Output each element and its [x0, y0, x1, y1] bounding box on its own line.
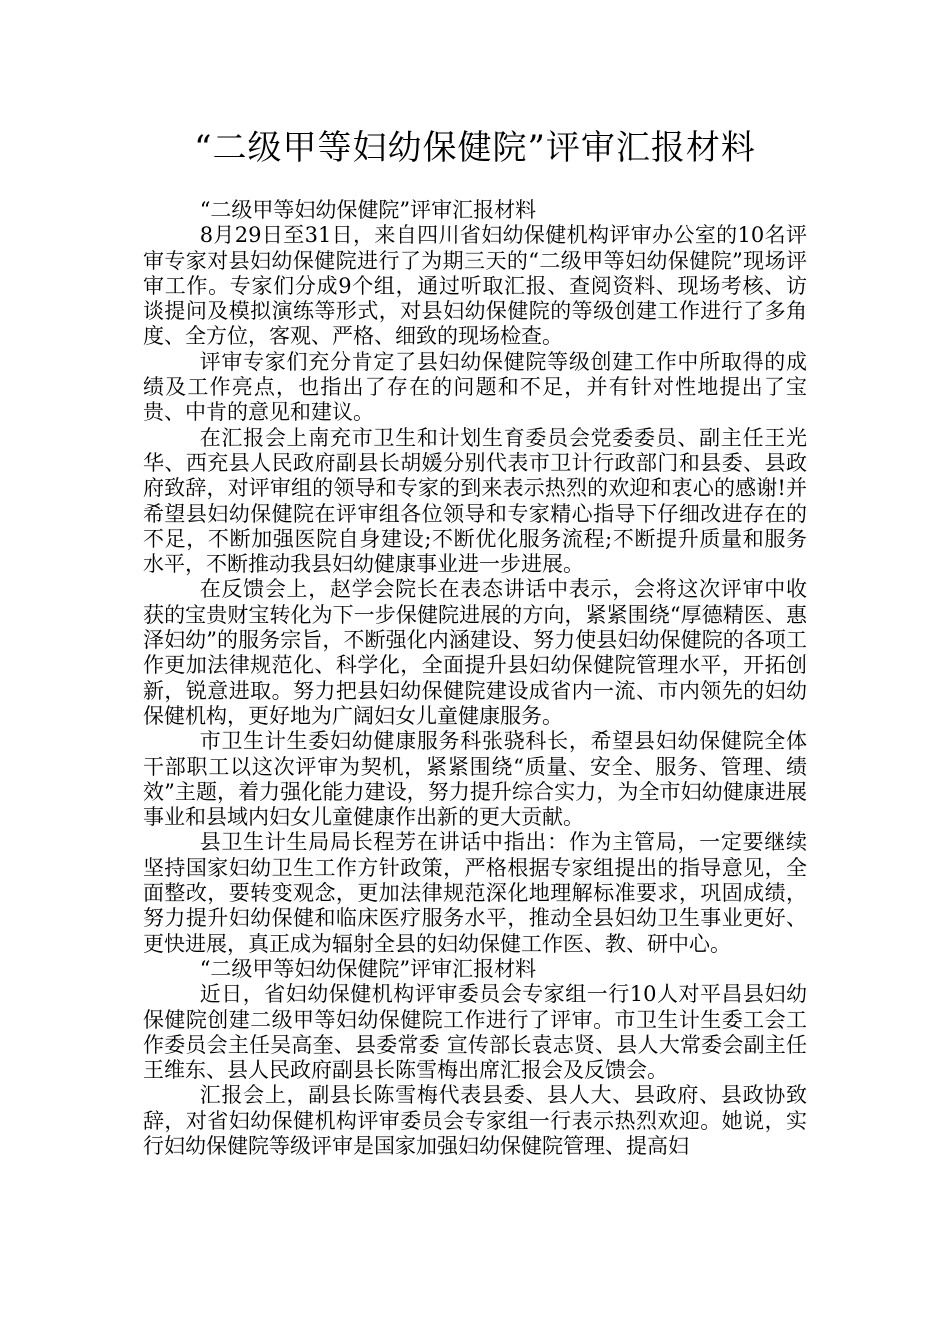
document-title: “二级甲等妇幼保健院”评审汇报材料	[194, 128, 756, 168]
body-paragraph: 8月29日至31日，来自四川省妇幼保健机构评审办公室的10名评审专家对县妇幼保健院进行了为期三天的“二级甲等妇幼保健院”现场评审工作。专家们分成9个组，通过听取汇报、查阅资料、现场考核、访谈提问及模拟演练等形式，对县妇幼保健院的等级创建工作进行了多角度、全方位，客观、严格、细致的现场检查。	[143, 223, 807, 349]
body-paragraph: 在汇报会上南充市卫生和计划生育委员会党委委员、副主任王光华、西充县人民政府副县长胡媛分别代表市卫计行政部门和县委、县政府致辞，对评审组的领导和专家的到来表示热烈的欢迎和衷心的感谢!并希望县妇幼保健院在评审组各位领导和专家精心指导下仔细改进存在的不足，不断加强医院自身建设;不断优化服务流程;不断提升质量和服务水平，不断推动我县妇幼健康事业进一步进展。	[143, 425, 807, 577]
subtitle-paragraph: “二级甲等妇幼保健院”评审汇报材料	[199, 956, 537, 981]
body-paragraph: 县卫生计生局局长程芳在讲话中指出：作为主管局，一定要继续坚持国家妇幼卫生工作方针政策，严格根据专家组提出的指导意见，全面整改，要转变观念，更加法律规范深化地理解标准要求，巩固成绩，努力提升妇幼保健和临床医疗服务水平，推动全县妇幼卫生事业更好、更快进展，真正成为辐射全县的妇幼保健工作医、教、研中心。	[143, 830, 807, 956]
body-paragraph: 评审专家们充分肯定了县妇幼保健院等级创建工作中所取得的成绩及工作亮点，也指出了存在的问题和不足，并有针对性地提出了宝贵、中肯的意见和建议。	[143, 349, 807, 425]
body-paragraph: 汇报会上，副县长陈雪梅代表县委、县人大、县政府、县政协致辞，对省妇幼保健机构评审委员会专家组一行表示热烈欢迎。她说，实行妇幼保健院等级评审是国家加强妇幼保健院管理、提高妇	[143, 1083, 807, 1158]
body-paragraph: 市卫生计生委妇幼健康服务科张骁科长，希望县妇幼保健院全体干部职工以这次评审为契机，紧紧围绕“质量、安全、服务、管理、绩效”主题，着力强化能力建设，努力提升综合实力，为全市妇幼健康进展事业和县域内妇女儿童健康作出新的更大贡献。	[143, 729, 807, 830]
document-body	[143, 198, 807, 1159]
body-paragraph: 近日，省妇幼保健机构评审委员会专家组一行10人对平昌县妇幼保健院创建二级甲等妇幼保健院工作进行了评审。市卫生计生委工会工作委员会主任吴高奎、县委常委 宣传部长袁志贤、县人大常委会副主任王维东、县人民政府副县长陈雪梅出席汇报会及反馈会。	[143, 982, 807, 1083]
body-paragraph: 在反馈会上，赵学会院长在表态讲话中表示，会将这次评审中收获的宝贵财宝转化为下一步保健院进展的方向，紧紧围绕“厚德精医、惠泽妇幼”的服务宗旨，不断强化内涵建设、努力使县妇幼保健院的各项工作更加法律规范化、科学化，全面提升县妇幼保健院管理水平，开拓创新，锐意进取。努力把县妇幼保健院建设成省内一流、市内领先的妇幼保健机构，更好地为广阔妇女儿童健康服务。	[143, 577, 807, 728]
subtitle-paragraph: “二级甲等妇幼保健院”评审汇报材料	[199, 198, 537, 222]
